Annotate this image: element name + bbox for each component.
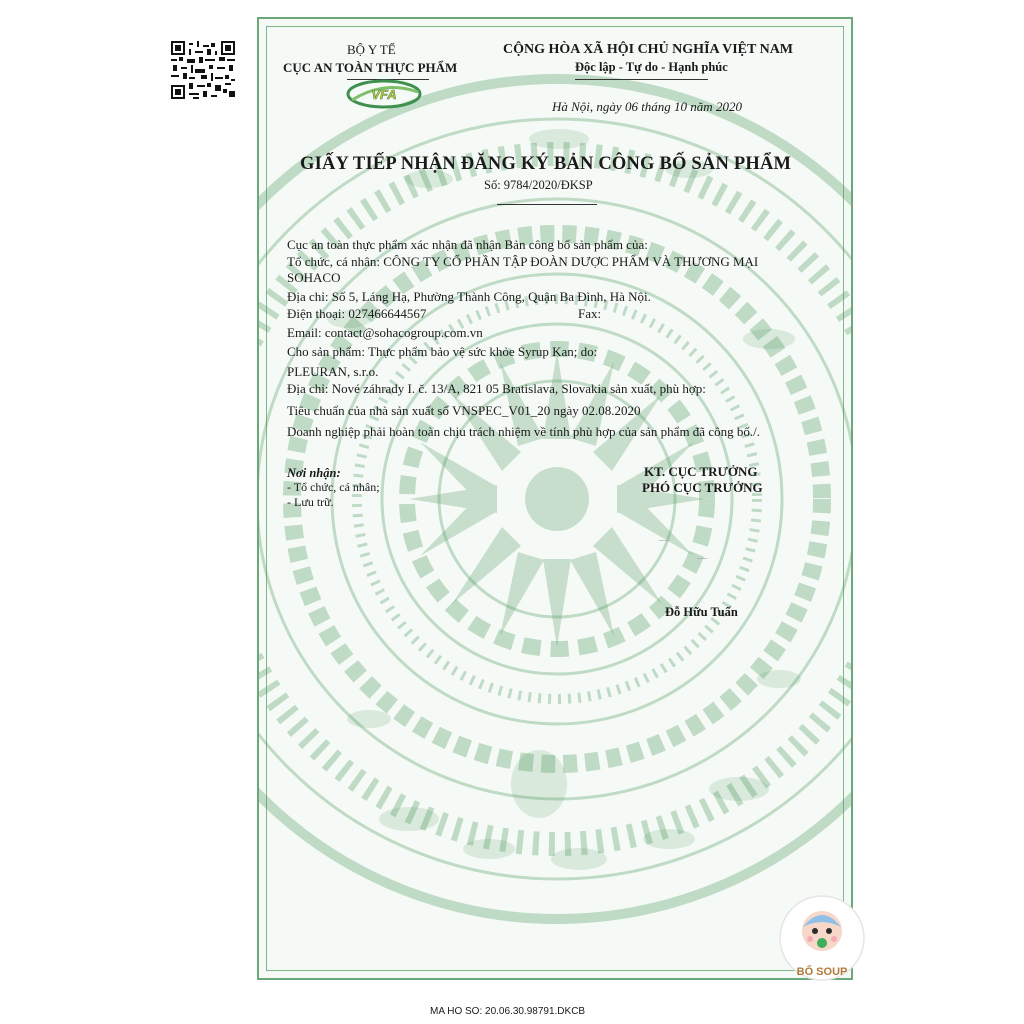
issue-date: Hà Nội, ngày 06 tháng 10 năm 2020 xyxy=(552,99,742,114)
address-line: Địa chỉ: Số 5, Láng Hạ, Phường Thành Công, Quận Ba Đình, Hà Nội. xyxy=(287,289,651,304)
recipients-title: Nơi nhận: xyxy=(287,466,341,480)
shop-badge-label: BỐ SOUP xyxy=(796,966,848,978)
document-title: GIẤY TIẾP NHẬN ĐĂNG KÝ BẢN CÔNG BỐ SẢN PHẨM xyxy=(300,154,792,174)
responsibility-line: Doanh nghiệp phải hoàn toàn chịu trách nhiệm về tính phù hợp của sản phẩm đã công bố./. xyxy=(287,424,760,439)
document-number: Số: 9784/2020/ĐKSP xyxy=(484,178,593,192)
vfa-logo-text: VFA xyxy=(371,87,397,102)
signer-name: Đỗ Hữu Tuấn xyxy=(665,605,738,619)
motto-underline xyxy=(575,79,708,80)
signature-mark: — xyxy=(697,553,707,564)
manufacturer-address-line: Địa chỉ: Nové záhrady I. č. 13/A, 821 05 Bratislava, Slovakia sản xuất, phù hợp: xyxy=(287,381,706,396)
qr-code xyxy=(171,41,235,99)
email-line: Email: contact@sohacogroup.com.vn xyxy=(287,325,483,340)
organization-line-cont: SOHACO xyxy=(287,270,341,285)
phone-line: Điện thoại: 027466644567 xyxy=(287,306,427,321)
ministry-name: BỘ Y TẾ xyxy=(347,42,396,57)
fax-line: Fax: xyxy=(578,306,602,321)
product-line: Cho sản phẩm: Thực phẩm bảo vệ sức khỏe Syrup Kan; do: xyxy=(287,344,598,359)
republic-name: CỘNG HÒA XÃ HỘI CHỦ NGHĨA VIỆT NAM xyxy=(503,42,794,57)
file-code: MA HO SO: 20.06.30.98791.DKCB xyxy=(430,1006,586,1017)
vfa-logo xyxy=(344,78,424,110)
signature-mark: — xyxy=(659,535,669,546)
recipient-item: - Tổ chức, cá nhân; xyxy=(287,480,380,494)
recipient-item: - Lưu trữ. xyxy=(287,495,334,509)
agency-name: CỤC AN TOÀN THỰC PHẨM xyxy=(283,60,458,75)
national-motto: Độc lập - Tự do - Hạnh phúc xyxy=(575,60,728,74)
signature-title: KT. CỤC TRƯỞNG xyxy=(644,464,758,479)
manufacturer-line: PLEURAN, s.r.o. xyxy=(287,364,379,379)
intro-line: Cục an toàn thực phẩm xác nhận đã nhận Bản công bố sản phẩm của: xyxy=(287,237,648,252)
signature-subtitle: PHÓ CỤC TRƯỞNG xyxy=(642,480,763,495)
title-divider xyxy=(497,204,597,205)
organization-line: Tổ chức, cá nhân: CÔNG TY CỔ PHẦN TẬP ĐOÀN DƯỢC PHẨM VÀ THƯƠNG MẠI xyxy=(287,254,759,269)
standard-line: Tiêu chuẩn của nhà sản xuất số VNSPEC_V01_20 ngày 02.08.2020 xyxy=(287,403,641,418)
